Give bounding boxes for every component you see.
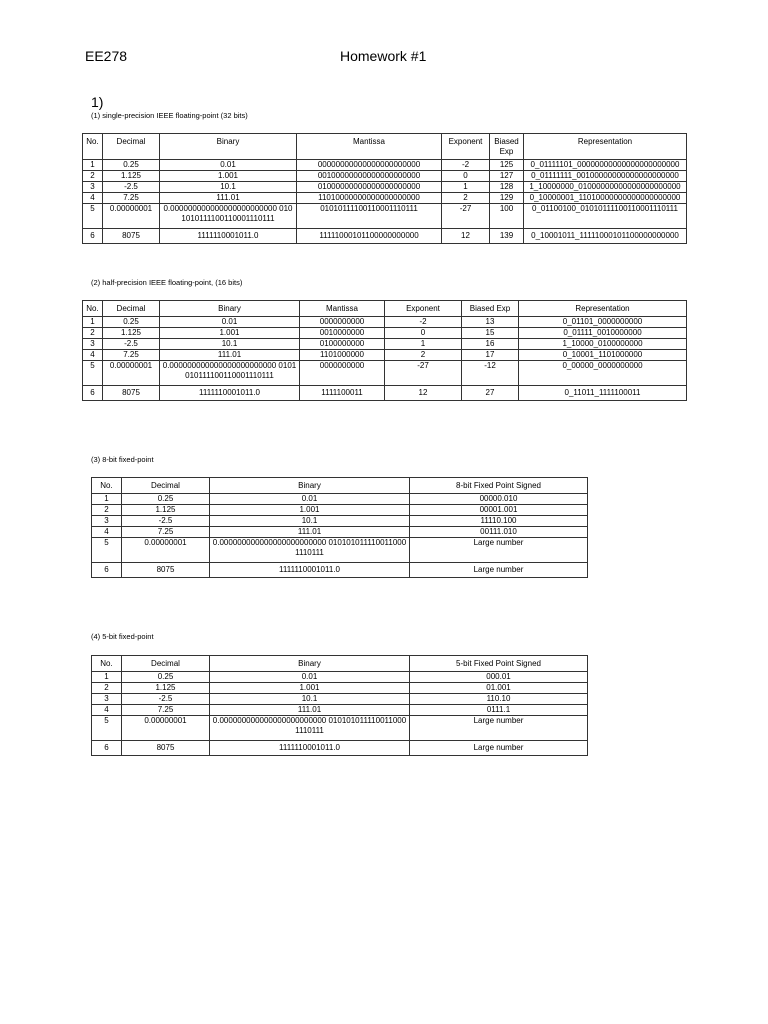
cell-no: 2	[92, 505, 122, 516]
cell-biased-exp: 15	[462, 328, 519, 339]
cell-fixed-point: Large number	[410, 538, 588, 563]
cell-binary: 1111110001011.0	[210, 563, 410, 578]
table-row	[92, 505, 588, 516]
header-mantissa: Mantissa	[297, 134, 442, 160]
cell-exponent: -2	[442, 160, 490, 171]
cell-fixed-point: 000.01	[410, 672, 588, 683]
header-no: No.	[92, 656, 122, 672]
cell-exponent: 2	[442, 193, 490, 204]
cell-decimal: 0.25	[122, 672, 210, 683]
table-row	[83, 317, 687, 328]
header-decimal: Decimal	[122, 478, 210, 494]
homework-title: Homework #1	[340, 48, 427, 64]
cell-representation: 0_01111_0010000000	[519, 328, 687, 339]
header-biased-exp: Biased Exp	[462, 301, 519, 317]
cell-biased-exp: 13	[462, 317, 519, 328]
cell-mantissa: 00000000000000000000000	[297, 160, 442, 171]
cell-binary: 111.01	[160, 350, 300, 361]
cell-binary: 10.1	[210, 516, 410, 527]
cell-exponent: 0	[442, 171, 490, 182]
cell-no: 4	[83, 350, 103, 361]
table-row	[83, 182, 687, 193]
cell-binary: 1111110001011.0	[160, 386, 300, 401]
cell-representation: 1_10000000_01000000000000000000000	[524, 182, 687, 193]
cell-binary: 10.1	[160, 182, 297, 193]
cell-biased-exp: 17	[462, 350, 519, 361]
header-decimal: Decimal	[122, 656, 210, 672]
table-row	[83, 160, 687, 171]
cell-mantissa: 1101000000	[300, 350, 385, 361]
cell-mantissa: 01010111100110001110111	[297, 204, 442, 229]
table-header-row	[92, 656, 588, 672]
cell-decimal: 0.25	[103, 317, 160, 328]
cell-exponent: 1	[442, 182, 490, 193]
cell-decimal: 1.125	[103, 328, 160, 339]
cell-binary: 111.01	[210, 705, 410, 716]
cell-no: 3	[83, 182, 103, 193]
cell-no: 3	[83, 339, 103, 350]
cell-biased-exp: 129	[490, 193, 524, 204]
single-precision-table	[82, 133, 687, 244]
header-decimal: Decimal	[103, 134, 160, 160]
header-no: No.	[83, 301, 103, 317]
table-header-row	[92, 478, 588, 494]
cell-exponent: 12	[442, 229, 490, 244]
cell-no: 6	[92, 741, 122, 756]
table-row	[92, 527, 588, 538]
cell-mantissa: 01000000000000000000000	[297, 182, 442, 193]
cell-no: 1	[92, 672, 122, 683]
cell-exponent: 2	[385, 350, 462, 361]
cell-exponent: -27	[385, 361, 462, 386]
cell-fixed-point: 0111.1	[410, 705, 588, 716]
cell-decimal: 0.00000001	[122, 538, 210, 563]
header-biased-exp: Biased Exp	[490, 134, 524, 160]
cell-exponent: 12	[385, 386, 462, 401]
cell-decimal: 0.00000001	[103, 204, 160, 229]
cell-binary: 1.001	[160, 171, 297, 182]
cell-decimal: -2.5	[122, 516, 210, 527]
cell-decimal: -2.5	[122, 694, 210, 705]
cell-exponent: -2	[385, 317, 462, 328]
cell-no: 6	[83, 229, 103, 244]
cell-fixed-point: 110.10	[410, 694, 588, 705]
cell-no: 2	[83, 328, 103, 339]
table-row	[92, 494, 588, 505]
cell-biased-exp: 139	[490, 229, 524, 244]
cell-binary: 111.01	[160, 193, 297, 204]
cell-biased-exp: 127	[490, 171, 524, 182]
table-header-row	[83, 301, 687, 317]
cell-binary: 111.01	[210, 527, 410, 538]
cell-representation: 1_10000_0100000000	[519, 339, 687, 350]
cell-no: 1	[83, 317, 103, 328]
cell-representation: 0_11011_1111100011	[519, 386, 687, 401]
cell-decimal: 7.25	[103, 350, 160, 361]
cell-decimal: 8075	[103, 386, 160, 401]
cell-binary: 10.1	[210, 694, 410, 705]
cell-decimal: 8075	[103, 229, 160, 244]
course-code: EE278	[85, 48, 128, 64]
cell-decimal: 0.25	[122, 494, 210, 505]
cell-decimal: 8075	[122, 563, 210, 578]
question-number: 1)	[91, 94, 104, 110]
table-row	[92, 516, 588, 527]
section-2-caption: (2) half-precision IEEE floating-point, (16 bits)	[91, 278, 243, 287]
cell-mantissa: 00100000000000000000000	[297, 171, 442, 182]
cell-no: 1	[92, 494, 122, 505]
cell-no: 6	[92, 563, 122, 578]
header-fixed-point: 8-bit Fixed Point Signed	[410, 478, 588, 494]
header-binary: Binary	[210, 656, 410, 672]
cell-no: 5	[92, 716, 122, 741]
cell-biased-exp: 100	[490, 204, 524, 229]
header-binary: Binary	[210, 478, 410, 494]
half-precision-table	[82, 300, 687, 401]
table-row	[83, 386, 687, 401]
header-decimal: Decimal	[103, 301, 160, 317]
cell-fixed-point: Large number	[410, 741, 588, 756]
cell-decimal: -2.5	[103, 339, 160, 350]
cell-representation: 0_10001_1101000000	[519, 350, 687, 361]
cell-mantissa: 1111100011	[300, 386, 385, 401]
cell-decimal: 1.125	[103, 171, 160, 182]
cell-fixed-point: 01.001	[410, 683, 588, 694]
table-row	[83, 350, 687, 361]
cell-representation: 0_01101_0000000000	[519, 317, 687, 328]
cell-decimal: 7.25	[103, 193, 160, 204]
table-row	[92, 683, 588, 694]
cell-binary: 0.01	[160, 160, 297, 171]
cell-decimal: 0.00000001	[122, 716, 210, 741]
header-no: No.	[83, 134, 103, 160]
header-no: No.	[92, 478, 122, 494]
cell-representation: 0_01111111_00100000000000000000000	[524, 171, 687, 182]
cell-mantissa: 0010000000	[300, 328, 385, 339]
header-exponent: Exponent	[385, 301, 462, 317]
cell-decimal: 7.25	[122, 527, 210, 538]
cell-mantissa: 11010000000000000000000	[297, 193, 442, 204]
cell-binary: 10.1	[160, 339, 300, 350]
cell-biased-exp: -12	[462, 361, 519, 386]
cell-decimal: 0.00000001	[103, 361, 160, 386]
section-3-caption: (3) 8-bit fixed-point	[91, 455, 154, 464]
cell-representation: 0_10000001_11010000000000000000000	[524, 193, 687, 204]
cell-decimal: 8075	[122, 741, 210, 756]
cell-decimal: 1.125	[122, 683, 210, 694]
cell-binary: 1.001	[160, 328, 300, 339]
section-1-caption: (1) single-precision IEEE floating-point (32 bits)	[91, 111, 248, 120]
cell-decimal: -2.5	[103, 182, 160, 193]
cell-no: 3	[92, 694, 122, 705]
cell-representation: 0_00000_0000000000	[519, 361, 687, 386]
table-row	[92, 694, 588, 705]
cell-biased-exp: 125	[490, 160, 524, 171]
cell-decimal: 1.125	[122, 505, 210, 516]
cell-exponent: -27	[442, 204, 490, 229]
table-row	[92, 563, 588, 578]
cell-no: 4	[92, 705, 122, 716]
cell-binary: 0.01	[210, 494, 410, 505]
cell-mantissa: 0000000000	[300, 361, 385, 386]
cell-fixed-point: 11110.100	[410, 516, 588, 527]
cell-no: 2	[92, 683, 122, 694]
cell-no: 3	[92, 516, 122, 527]
cell-biased-exp: 27	[462, 386, 519, 401]
cell-binary: 0.01	[210, 672, 410, 683]
cell-no: 6	[83, 386, 103, 401]
table-row	[83, 361, 687, 386]
fixed-point-8bit-table	[91, 477, 588, 578]
table-row	[92, 538, 588, 563]
table-row	[92, 741, 588, 756]
header-binary: Binary	[160, 134, 297, 160]
header-mantissa: Mantissa	[300, 301, 385, 317]
table-row	[83, 204, 687, 229]
table-row	[92, 672, 588, 683]
cell-representation: 0_01111101_00000000000000000000000	[524, 160, 687, 171]
header-exponent: Exponent	[442, 134, 490, 160]
cell-binary: 0.01	[160, 317, 300, 328]
cell-fixed-point: 00000.010	[410, 494, 588, 505]
cell-no: 4	[92, 527, 122, 538]
table-row	[83, 229, 687, 244]
cell-exponent: 0	[385, 328, 462, 339]
fixed-point-5bit-table	[91, 655, 588, 756]
cell-binary: 1.001	[210, 683, 410, 694]
cell-exponent: 1	[385, 339, 462, 350]
cell-no: 5	[83, 361, 103, 386]
cell-biased-exp: 16	[462, 339, 519, 350]
cell-no: 5	[83, 204, 103, 229]
cell-mantissa: 0100000000	[300, 339, 385, 350]
table-row	[83, 339, 687, 350]
cell-mantissa: 0000000000	[300, 317, 385, 328]
table-row	[83, 171, 687, 182]
table-row	[83, 328, 687, 339]
cell-fixed-point: Large number	[410, 716, 588, 741]
cell-binary: 1111110001011.0	[210, 741, 410, 756]
header-fixed-point: 5-bit Fixed Point Signed	[410, 656, 588, 672]
cell-binary: 1111110001011.0	[160, 229, 297, 244]
cell-binary: 0.000000000000000000000000 0101010111100110001110111	[210, 716, 410, 741]
cell-decimal: 7.25	[122, 705, 210, 716]
header-representation: Representation	[519, 301, 687, 317]
cell-representation: 0_10001011_11111000101100000000000	[524, 229, 687, 244]
table-row	[83, 193, 687, 204]
cell-no: 5	[92, 538, 122, 563]
header-binary: Binary	[160, 301, 300, 317]
cell-biased-exp: 128	[490, 182, 524, 193]
cell-fixed-point: 00001.001	[410, 505, 588, 516]
cell-mantissa: 11111000101100000000000	[297, 229, 442, 244]
section-4-caption: (4) 5-bit fixed-point	[91, 632, 154, 641]
cell-representation: 0_01100100_01010111100110001110111	[524, 204, 687, 229]
cell-binary: 0.000000000000000000000000 0101010111100110001110111	[160, 361, 300, 386]
table-row	[92, 705, 588, 716]
cell-no: 2	[83, 171, 103, 182]
cell-fixed-point: Large number	[410, 563, 588, 578]
cell-fixed-point: 00111.010	[410, 527, 588, 538]
header-representation: Representation	[524, 134, 687, 160]
table-header-row	[83, 134, 687, 160]
cell-binary: 0.000000000000000000000000 0101010111100110001110111	[160, 204, 297, 229]
table-row	[92, 716, 588, 741]
cell-binary: 1.001	[210, 505, 410, 516]
cell-no: 4	[83, 193, 103, 204]
cell-decimal: 0.25	[103, 160, 160, 171]
cell-binary: 0.000000000000000000000000 0101010111100110001110111	[210, 538, 410, 563]
cell-no: 1	[83, 160, 103, 171]
